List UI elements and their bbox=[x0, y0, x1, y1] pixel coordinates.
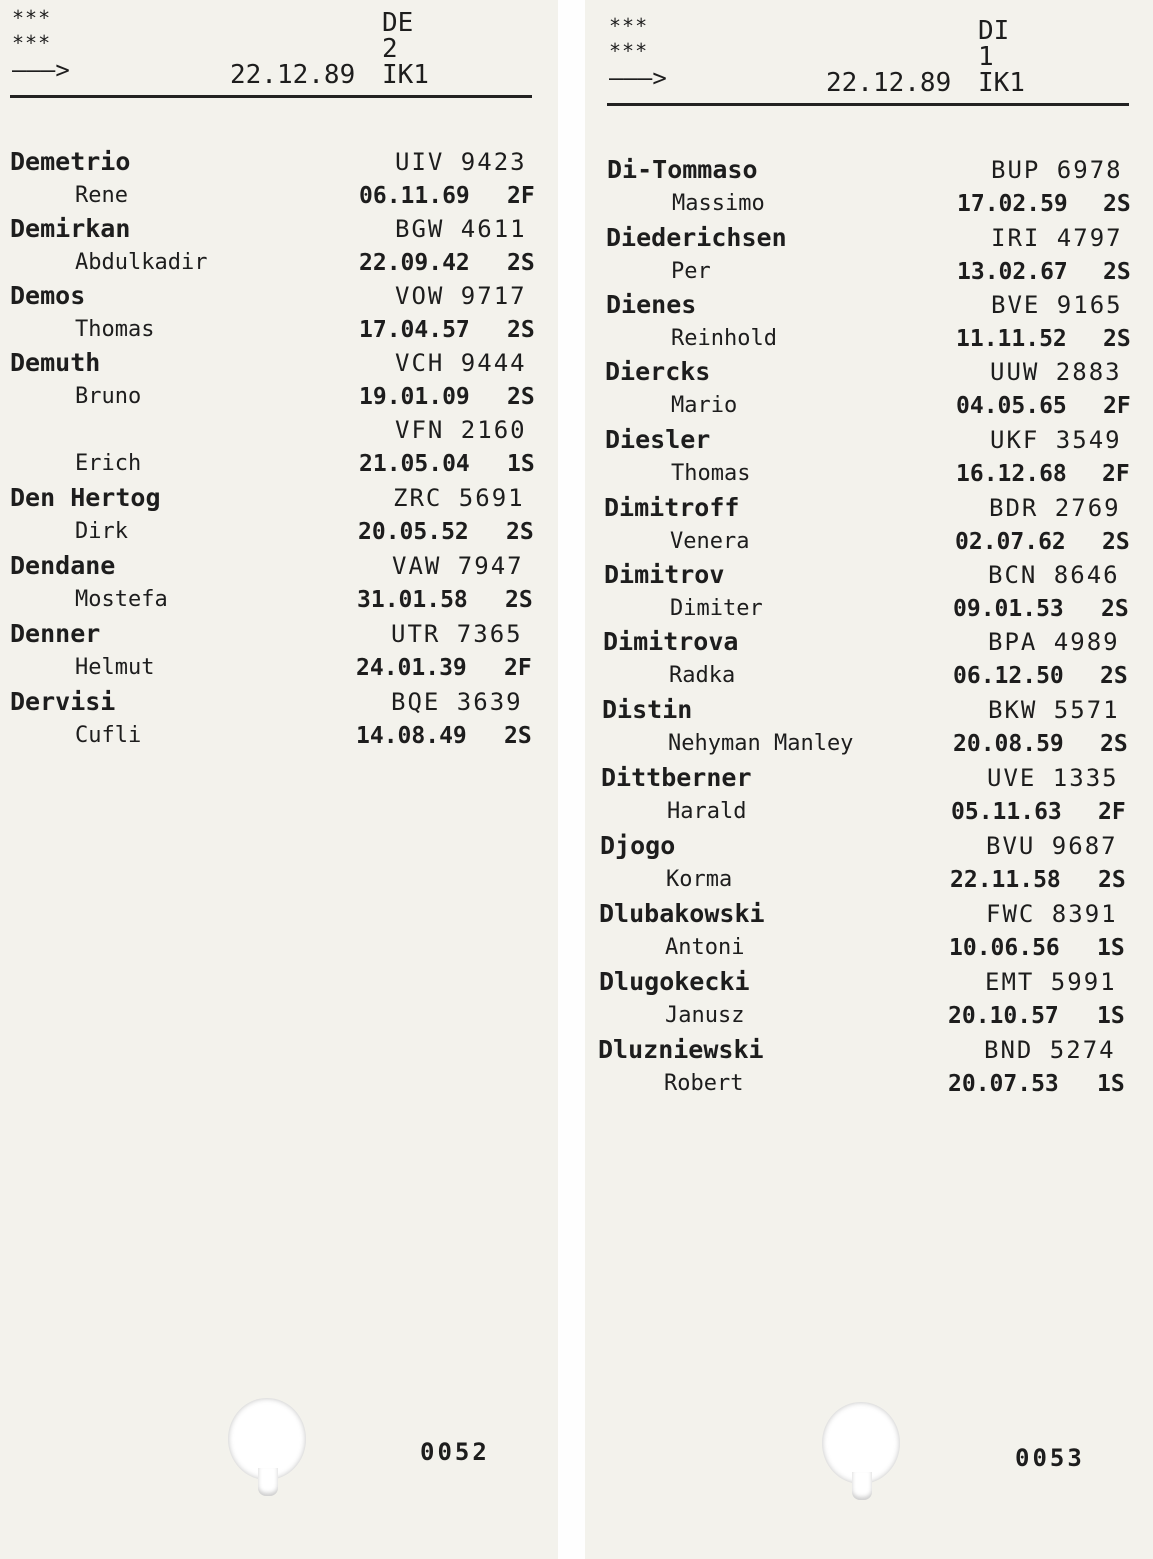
surname: Dimitrova bbox=[603, 627, 739, 656]
firstname: Dimiter bbox=[670, 596, 763, 621]
firstname: Radka bbox=[669, 663, 736, 688]
list-item bbox=[585, 156, 1153, 223]
surname: Dendane bbox=[10, 551, 116, 580]
stars-line-2: *** bbox=[609, 39, 649, 63]
surname: Diederichsen bbox=[606, 223, 787, 252]
firstname: Helmut bbox=[75, 655, 155, 680]
code-number: BND 5274 bbox=[984, 1036, 1116, 1064]
punch-hole-notch bbox=[852, 1472, 872, 1500]
code-number: BVU 9687 bbox=[986, 832, 1118, 860]
list-item bbox=[0, 416, 558, 483]
class-code: 2S bbox=[1103, 326, 1131, 352]
code-number: EMT 5991 bbox=[985, 968, 1117, 996]
birth-date: 31.01.58 bbox=[357, 587, 468, 613]
firstname: Venera bbox=[670, 529, 750, 554]
class-code: 1S bbox=[507, 451, 535, 477]
class-code: 2F bbox=[1103, 393, 1131, 419]
surname: Demuth bbox=[10, 348, 101, 377]
code-number: IRI 4797 bbox=[991, 224, 1123, 252]
surname: Dimitroff bbox=[604, 493, 740, 522]
birth-date: 13.02.67 bbox=[957, 259, 1068, 285]
birth-date: 20.08.59 bbox=[953, 731, 1064, 757]
card-number: 0053 bbox=[1015, 1444, 1085, 1472]
card-header bbox=[585, 0, 1153, 110]
birth-date: 22.09.42 bbox=[359, 250, 470, 276]
firstname: Rene bbox=[75, 183, 128, 208]
surname: Diesler bbox=[605, 425, 711, 454]
list-item bbox=[585, 968, 1153, 1035]
surname: Dimitrov bbox=[604, 560, 725, 589]
birth-date: 22.11.58 bbox=[950, 867, 1061, 893]
punch-hole-notch bbox=[258, 1468, 278, 1496]
code-number: BPA 4989 bbox=[988, 628, 1120, 656]
list-item bbox=[585, 628, 1153, 695]
birth-date: 11.11.52 bbox=[956, 326, 1067, 352]
surname: Demirkan bbox=[10, 214, 131, 243]
list-item bbox=[585, 832, 1153, 899]
class-code: 2F bbox=[1102, 461, 1130, 487]
list-item bbox=[585, 900, 1153, 967]
code-number: BCN 8646 bbox=[988, 561, 1120, 589]
class-code: 2S bbox=[1098, 867, 1126, 893]
code-number: BGW 4611 bbox=[395, 215, 527, 243]
firstname: Mostefa bbox=[75, 587, 168, 612]
surname: Di-Tommaso bbox=[607, 155, 758, 184]
list-item bbox=[0, 552, 558, 619]
list-item bbox=[585, 561, 1153, 628]
firstname: Thomas bbox=[75, 317, 155, 342]
firstname: Bruno bbox=[75, 384, 142, 409]
firstname: Massimo bbox=[672, 191, 765, 216]
birth-date: 17.02.59 bbox=[957, 191, 1068, 217]
class-code: 2S bbox=[506, 519, 534, 545]
birth-date: 21.05.04 bbox=[359, 451, 470, 477]
birth-date: 04.05.65 bbox=[956, 393, 1067, 419]
surname: Dluzniewski bbox=[598, 1035, 764, 1064]
header-code-2: 1 bbox=[978, 42, 994, 72]
list-item bbox=[0, 688, 558, 755]
code-number: VCH 9444 bbox=[395, 349, 527, 377]
class-code: 2S bbox=[507, 317, 535, 343]
card-gap bbox=[558, 0, 585, 1559]
header-code-3: IK1 bbox=[978, 68, 1025, 98]
birth-date: 06.12.50 bbox=[953, 663, 1064, 689]
list-item bbox=[585, 764, 1153, 831]
card-number: 0052 bbox=[420, 1438, 490, 1466]
code-number: BQE 3639 bbox=[391, 688, 523, 716]
code-number: UIV 9423 bbox=[395, 148, 527, 176]
firstname: Abdulkadir bbox=[75, 250, 208, 275]
firstname: Dirk bbox=[75, 519, 128, 544]
surname: Dittberner bbox=[601, 763, 752, 792]
firstname: Erich bbox=[75, 451, 142, 476]
index-card-right bbox=[585, 0, 1153, 1559]
code-number: UTR 7365 bbox=[391, 620, 523, 648]
list-item bbox=[585, 358, 1153, 425]
header-code-3: IK1 bbox=[382, 60, 429, 90]
code-number: FWC 8391 bbox=[986, 900, 1118, 928]
firstname: Thomas bbox=[671, 461, 751, 486]
birth-date: 20.07.53 bbox=[948, 1071, 1059, 1097]
code-number: VOW 9717 bbox=[395, 282, 527, 310]
firstname: Per bbox=[671, 259, 711, 284]
list-item bbox=[0, 282, 558, 349]
class-code: 2S bbox=[504, 723, 532, 749]
birth-date: 24.01.39 bbox=[356, 655, 467, 681]
class-code: 2S bbox=[1102, 529, 1130, 555]
code-number: VFN 2160 bbox=[395, 416, 527, 444]
stars-line-1: *** bbox=[609, 14, 649, 38]
firstname: Korma bbox=[666, 867, 733, 892]
surname: Den Hertog bbox=[10, 483, 161, 512]
header-code-1: DI bbox=[978, 16, 1010, 46]
birth-date: 17.04.57 bbox=[359, 317, 470, 343]
firstname: Reinhold bbox=[671, 326, 777, 351]
birth-date: 05.11.63 bbox=[951, 799, 1062, 825]
birth-date: 16.12.68 bbox=[956, 461, 1067, 487]
class-code: 2S bbox=[505, 587, 533, 613]
surname: Dlubakowski bbox=[599, 899, 765, 928]
list-item bbox=[585, 494, 1153, 561]
class-code: 2S bbox=[1100, 663, 1128, 689]
header-code-1: DE bbox=[382, 8, 414, 38]
index-card-left bbox=[0, 0, 558, 1559]
firstname: Janusz bbox=[665, 1003, 745, 1028]
birth-date: 06.11.69 bbox=[359, 183, 470, 209]
birth-date: 02.07.62 bbox=[955, 529, 1066, 555]
class-code: 2S bbox=[507, 250, 535, 276]
class-code: 2F bbox=[504, 655, 532, 681]
header-date: 22.12.89 bbox=[826, 68, 952, 98]
surname: Djogo bbox=[600, 831, 676, 860]
code-number: UVE 1335 bbox=[987, 764, 1119, 792]
class-code: 2S bbox=[1100, 731, 1128, 757]
surname: Denner bbox=[10, 619, 101, 648]
firstname: Antoni bbox=[665, 935, 745, 960]
surname: Distin bbox=[602, 695, 693, 724]
list-item bbox=[0, 620, 558, 687]
arrow-icon: ———> bbox=[609, 64, 667, 92]
class-code: 1S bbox=[1097, 1071, 1125, 1097]
birth-date: 10.06.56 bbox=[949, 935, 1060, 961]
birth-date: 19.01.09 bbox=[359, 384, 470, 410]
surname: Diercks bbox=[605, 357, 711, 386]
code-number: UUW 2883 bbox=[990, 358, 1122, 386]
code-number: VAW 7947 bbox=[392, 552, 524, 580]
class-code: 2S bbox=[507, 384, 535, 410]
stars-line-2: *** bbox=[12, 31, 52, 55]
class-code: 1S bbox=[1097, 1003, 1125, 1029]
arrow-icon: ———> bbox=[12, 56, 70, 84]
list-item bbox=[0, 349, 558, 416]
firstname: Mario bbox=[671, 393, 738, 418]
class-code: 1S bbox=[1097, 935, 1125, 961]
firstname: Robert bbox=[664, 1071, 744, 1096]
birth-date: 14.08.49 bbox=[356, 723, 467, 749]
surname: Demos bbox=[10, 281, 86, 310]
surname: Demetrio bbox=[10, 147, 131, 176]
list-item bbox=[585, 1036, 1153, 1103]
surname: Dienes bbox=[606, 290, 697, 319]
code-number: ZRC 5691 bbox=[393, 484, 525, 512]
list-item bbox=[0, 148, 558, 215]
code-number: BDR 2769 bbox=[989, 494, 1121, 522]
class-code: 2S bbox=[1103, 259, 1131, 285]
list-item bbox=[585, 426, 1153, 493]
code-number: BVE 9165 bbox=[991, 291, 1123, 319]
code-number: BKW 5571 bbox=[988, 696, 1120, 724]
list-item bbox=[585, 224, 1153, 291]
list-item bbox=[0, 484, 558, 551]
class-code: 2S bbox=[1101, 596, 1129, 622]
surname: Dlugokecki bbox=[599, 967, 750, 996]
class-code: 2F bbox=[507, 183, 535, 209]
class-code: 2F bbox=[1098, 799, 1126, 825]
birth-date: 20.10.57 bbox=[948, 1003, 1059, 1029]
list-item bbox=[585, 696, 1153, 763]
code-number: BUP 6978 bbox=[991, 156, 1123, 184]
header-divider bbox=[607, 103, 1129, 106]
header-date: 22.12.89 bbox=[230, 60, 356, 90]
surname: Dervisi bbox=[10, 687, 116, 716]
firstname: Cufli bbox=[75, 723, 142, 748]
stars-line-1: *** bbox=[12, 6, 52, 30]
card-header bbox=[0, 0, 558, 110]
firstname: Nehyman Manley bbox=[668, 731, 854, 756]
birth-date: 20.05.52 bbox=[358, 519, 469, 545]
code-number: UKF 3549 bbox=[990, 426, 1122, 454]
firstname: Harald bbox=[667, 799, 747, 824]
class-code: 2S bbox=[1103, 191, 1131, 217]
birth-date: 09.01.53 bbox=[953, 596, 1064, 622]
list-item bbox=[585, 291, 1153, 358]
list-item bbox=[0, 215, 558, 282]
header-code-2: 2 bbox=[382, 34, 398, 64]
header-divider bbox=[10, 95, 532, 98]
